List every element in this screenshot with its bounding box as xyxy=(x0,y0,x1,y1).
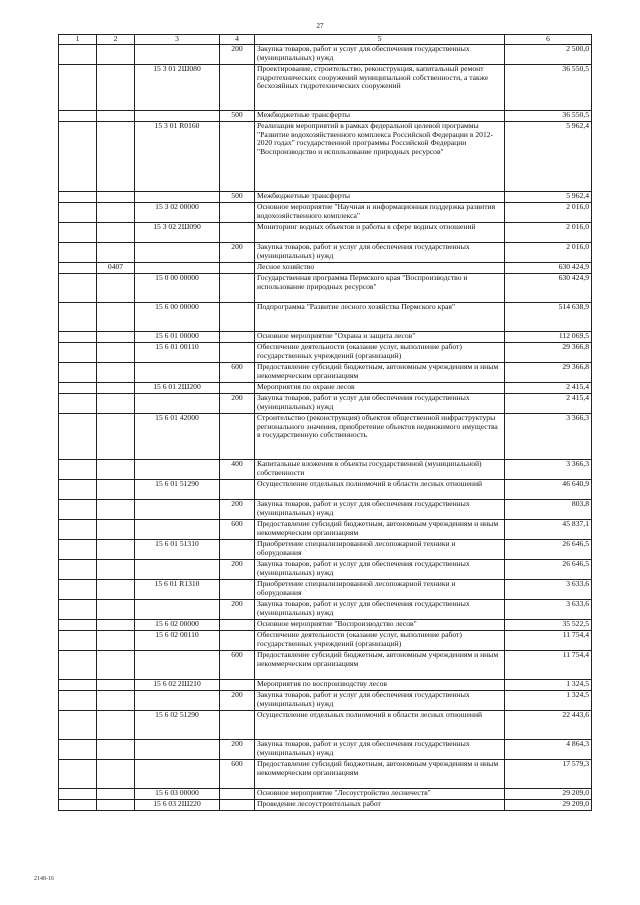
item-name-cell: Приобретение специализированной лесопожарной техники и оборудования xyxy=(255,540,505,560)
amount-cell: 17 579,3 xyxy=(505,760,592,789)
row-empty-cell xyxy=(59,414,97,460)
target-article-cell: 15 6 03 2Ш220 xyxy=(135,800,220,811)
table-row xyxy=(59,711,592,740)
table-row xyxy=(59,631,592,651)
amount-cell: 2 500,0 xyxy=(505,45,592,65)
item-name-cell: Предоставление субсидий бюджетным, автономным учреждениям и иным некоммерческим организациям xyxy=(255,651,505,680)
item-name-cell: Мероприятия по охране лесов xyxy=(255,383,505,394)
table-row xyxy=(59,65,592,111)
row-empty-cell xyxy=(59,45,97,65)
section-code-cell xyxy=(97,111,135,122)
item-name-cell: Реализация мероприятий в рамках федеральной целевой программы "Развитие водохозяйственного комплекса Российской Федерации в 2012-2020 годах" государственной программы Российской Федерации "Воспроизводство и использование природных ресурсов" xyxy=(255,122,505,192)
table-row xyxy=(59,580,592,600)
item-name-cell: Основное мероприятие "Лесоустройство лесничеств" xyxy=(255,789,505,800)
expense-type-cell xyxy=(220,332,255,343)
item-name-cell: Лесное хозяйство xyxy=(255,263,505,274)
amount-cell: 630 424,9 xyxy=(505,274,592,303)
expense-type-cell xyxy=(220,580,255,600)
expense-type-cell: 200 xyxy=(220,560,255,580)
row-empty-cell xyxy=(59,740,97,760)
item-name-cell: Предоставление субсидий бюджетным, автономным учреждениям и иным некоммерческим организациям xyxy=(255,363,505,383)
item-name-cell: Закупка товаров, работ и услуг для обеспечения государственных (муниципальных) нужд xyxy=(255,560,505,580)
table-row xyxy=(59,263,592,274)
section-code-cell xyxy=(97,122,135,192)
amount-cell: 3 633,6 xyxy=(505,600,592,620)
amount-cell: 35 522,5 xyxy=(505,620,592,631)
section-code-cell xyxy=(97,580,135,600)
target-article-cell xyxy=(135,560,220,580)
expense-type-cell: 200 xyxy=(220,394,255,414)
amount-cell: 29 366,8 xyxy=(505,363,592,383)
row-empty-cell xyxy=(59,65,97,111)
table-row xyxy=(59,651,592,680)
amount-cell: 26 646,5 xyxy=(505,540,592,560)
row-empty-cell xyxy=(59,122,97,192)
target-article-cell xyxy=(135,760,220,789)
target-article-cell: 15 0 00 00000 xyxy=(135,274,220,303)
section-code-cell xyxy=(97,332,135,343)
table-row xyxy=(59,600,592,620)
row-empty-cell xyxy=(59,500,97,520)
target-article-cell: 15 3 01 2Ш080 xyxy=(135,65,220,111)
section-code-cell xyxy=(97,414,135,460)
amount-cell: 803,8 xyxy=(505,500,592,520)
table-row xyxy=(59,760,592,789)
section-code-cell xyxy=(97,394,135,414)
expense-type-cell xyxy=(220,631,255,651)
amount-cell: 11 754,4 xyxy=(505,631,592,651)
amount-cell: 11 754,4 xyxy=(505,651,592,680)
table-row xyxy=(59,243,592,263)
expense-type-cell xyxy=(220,303,255,332)
item-name-cell: Осуществление отдельных полномочий в области лесных отношений xyxy=(255,480,505,500)
row-empty-cell xyxy=(59,789,97,800)
table-row xyxy=(59,303,592,332)
expense-type-cell: 600 xyxy=(220,363,255,383)
row-empty-cell xyxy=(59,263,97,274)
section-code-cell xyxy=(97,460,135,480)
section-code-cell xyxy=(97,45,135,65)
amount-cell: 4 864,3 xyxy=(505,740,592,760)
row-empty-cell xyxy=(59,192,97,203)
row-empty-cell xyxy=(59,203,97,223)
section-code-cell xyxy=(97,383,135,394)
target-article-cell xyxy=(135,520,220,540)
amount-cell: 2 016,0 xyxy=(505,203,592,223)
expense-type-cell: 600 xyxy=(220,651,255,680)
section-code-cell xyxy=(97,223,135,243)
section-code-cell xyxy=(97,363,135,383)
row-empty-cell xyxy=(59,680,97,691)
expense-type-cell xyxy=(220,620,255,631)
table-row xyxy=(59,789,592,800)
item-name-cell: Предоставление субсидий бюджетным, автономным учреждениям и иным некоммерческим организациям xyxy=(255,760,505,789)
table-row xyxy=(59,332,592,343)
row-empty-cell xyxy=(59,383,97,394)
table-row xyxy=(59,480,592,500)
expense-type-cell xyxy=(220,223,255,243)
expense-type-cell xyxy=(220,711,255,740)
table-row xyxy=(59,203,592,223)
table-row xyxy=(59,560,592,580)
row-empty-cell xyxy=(59,460,97,480)
table-row xyxy=(59,394,592,414)
item-name-cell: Мониторинг водных объектов и работы в сфере водных отношений xyxy=(255,223,505,243)
table-row xyxy=(59,111,592,122)
item-name-cell: Осуществление отдельных полномочий в области лесных отношений xyxy=(255,711,505,740)
row-empty-cell xyxy=(59,343,97,363)
amount-cell: 36 550,5 xyxy=(505,111,592,122)
row-empty-cell xyxy=(59,691,97,711)
item-name-cell: Закупка товаров, работ и услуг для обеспечения государственных (муниципальных) нужд xyxy=(255,394,505,414)
section-code-cell xyxy=(97,65,135,111)
item-name-cell: Предоставление субсидий бюджетным, автономным учреждениям и иным некоммерческим организациям xyxy=(255,520,505,540)
section-code-cell xyxy=(97,600,135,620)
row-empty-cell xyxy=(59,800,97,811)
section-code-cell xyxy=(97,243,135,263)
section-code-cell xyxy=(97,274,135,303)
table-row xyxy=(59,223,592,243)
section-code-cell xyxy=(97,500,135,520)
expense-type-cell xyxy=(220,680,255,691)
header-col-4: 4 xyxy=(220,35,255,45)
item-name-cell: Закупка товаров, работ и услуг для обеспечения государственных (муниципальных) нужд xyxy=(255,600,505,620)
section-code-cell xyxy=(97,789,135,800)
header-col-1: 1 xyxy=(59,35,97,45)
row-empty-cell xyxy=(59,760,97,789)
target-article-cell: 15 6 02 00110 xyxy=(135,631,220,651)
item-name-cell: Закупка товаров, работ и услуг для обеспечения государственных (муниципальных) нужд xyxy=(255,45,505,65)
table-row xyxy=(59,192,592,203)
row-empty-cell xyxy=(59,651,97,680)
item-name-cell: Проведение лесоустроительных работ xyxy=(255,800,505,811)
expense-type-cell xyxy=(220,800,255,811)
section-code-cell xyxy=(97,631,135,651)
table-row xyxy=(59,800,592,811)
expense-type-cell: 200 xyxy=(220,243,255,263)
row-empty-cell xyxy=(59,631,97,651)
table-row xyxy=(59,691,592,711)
amount-cell: 1 324,5 xyxy=(505,680,592,691)
expense-type-cell xyxy=(220,65,255,111)
section-code-cell xyxy=(97,760,135,789)
row-empty-cell xyxy=(59,303,97,332)
row-empty-cell xyxy=(59,243,97,263)
expense-type-cell: 400 xyxy=(220,460,255,480)
item-name-cell: Основное мероприятие "Воспроизводство лесов" xyxy=(255,620,505,631)
header-col-6: 6 xyxy=(505,35,592,45)
amount-cell: 2 415,4 xyxy=(505,383,592,394)
target-article-cell xyxy=(135,243,220,263)
table-row xyxy=(59,45,592,65)
target-article-cell xyxy=(135,691,220,711)
target-article-cell: 15 6 02 51290 xyxy=(135,711,220,740)
expense-type-cell: 200 xyxy=(220,691,255,711)
item-name-cell: Приобретение специализированной лесопожарной техники и оборудования xyxy=(255,580,505,600)
amount-cell: 36 550,5 xyxy=(505,65,592,111)
amount-cell: 3 366,3 xyxy=(505,414,592,460)
expense-type-cell: 200 xyxy=(220,600,255,620)
target-article-cell: 15 3 02 2Ш090 xyxy=(135,223,220,243)
amount-cell: 29 209,0 xyxy=(505,800,592,811)
target-article-cell: 15 6 01 00110 xyxy=(135,343,220,363)
section-code-cell xyxy=(97,343,135,363)
amount-cell: 1 324,5 xyxy=(505,691,592,711)
row-empty-cell xyxy=(59,274,97,303)
expense-type-cell xyxy=(220,203,255,223)
section-code-cell xyxy=(97,620,135,631)
section-code-cell: 0407 xyxy=(97,263,135,274)
target-article-cell xyxy=(135,394,220,414)
table-row xyxy=(59,122,592,192)
item-name-cell: Государственная программа Пермского края "Воспроизводство и использование природных ресурсов" xyxy=(255,274,505,303)
amount-cell: 3 633,6 xyxy=(505,580,592,600)
amount-cell: 2 415,4 xyxy=(505,394,592,414)
target-article-cell: 15 6 00 00000 xyxy=(135,303,220,332)
target-article-cell xyxy=(135,740,220,760)
page-number: 27 xyxy=(316,22,324,30)
amount-cell: 5 962,4 xyxy=(505,122,592,192)
section-code-cell xyxy=(97,651,135,680)
table-row xyxy=(59,383,592,394)
target-article-cell: 15 6 03 00000 xyxy=(135,789,220,800)
table-row xyxy=(59,740,592,760)
section-code-cell xyxy=(97,192,135,203)
target-article-cell: 15 3 02 00000 xyxy=(135,203,220,223)
item-name-cell: Капитальные вложения в объекты государственной (муниципальной) собственности xyxy=(255,460,505,480)
target-article-cell: 15 6 01 42000 xyxy=(135,414,220,460)
row-empty-cell xyxy=(59,111,97,122)
row-empty-cell xyxy=(59,560,97,580)
item-name-cell: Закупка товаров, работ и услуг для обеспечения государственных (муниципальных) нужд xyxy=(255,740,505,760)
section-code-cell xyxy=(97,711,135,740)
target-article-cell xyxy=(135,45,220,65)
row-empty-cell xyxy=(59,540,97,560)
footer-code: 2148-16 xyxy=(34,876,54,882)
budget-table xyxy=(58,34,592,811)
section-code-cell xyxy=(97,740,135,760)
expense-type-cell xyxy=(220,383,255,394)
item-name-cell: Строительство (реконструкция) объектов общественной инфраструктуры регионального значения, приобретение объектов недвижимого имущества в государственную собственность xyxy=(255,414,505,460)
amount-cell: 22 443,6 xyxy=(505,711,592,740)
expense-type-cell: 200 xyxy=(220,740,255,760)
item-name-cell: Обеспечение деятельности (оказание услуг, выполнение работ) государственных учреждений (организаций) xyxy=(255,343,505,363)
row-empty-cell xyxy=(59,620,97,631)
item-name-cell: Межбюджетные трансферты xyxy=(255,192,505,203)
table-header-row xyxy=(59,35,592,45)
section-code-cell xyxy=(97,480,135,500)
item-name-cell: Основное мероприятие "Научная и информационная поддержка развития водохозяйственного комплекса" xyxy=(255,203,505,223)
target-article-cell xyxy=(135,600,220,620)
amount-cell: 26 646,5 xyxy=(505,560,592,580)
item-name-cell: Закупка товаров, работ и услуг для обеспечения государственных (муниципальных) нужд xyxy=(255,243,505,263)
row-empty-cell xyxy=(59,223,97,243)
section-code-cell xyxy=(97,203,135,223)
expense-type-cell: 500 xyxy=(220,111,255,122)
amount-cell: 29 366,8 xyxy=(505,343,592,363)
item-name-cell: Закупка товаров, работ и услуг для обеспечения государственных (муниципальных) нужд xyxy=(255,500,505,520)
table-row xyxy=(59,540,592,560)
target-article-cell xyxy=(135,500,220,520)
header-col-5: 5 xyxy=(255,35,505,45)
target-article-cell xyxy=(135,263,220,274)
table-row xyxy=(59,460,592,480)
table-row xyxy=(59,500,592,520)
amount-cell: 29 209,0 xyxy=(505,789,592,800)
amount-cell: 3 366,3 xyxy=(505,460,592,480)
expense-type-cell xyxy=(220,343,255,363)
item-name-cell: Межбюджетные трансферты xyxy=(255,111,505,122)
table-row xyxy=(59,274,592,303)
target-article-cell: 15 6 01 00000 xyxy=(135,332,220,343)
target-article-cell: 15 6 01 2Ш200 xyxy=(135,383,220,394)
target-article-cell xyxy=(135,651,220,680)
expense-type-cell: 600 xyxy=(220,760,255,789)
target-article-cell: 15 6 01 51310 xyxy=(135,540,220,560)
table-row xyxy=(59,680,592,691)
expense-type-cell xyxy=(220,414,255,460)
target-article-cell: 15 6 01 R1310 xyxy=(135,580,220,600)
table-row xyxy=(59,620,592,631)
expense-type-cell xyxy=(220,274,255,303)
amount-cell: 630 424,9 xyxy=(505,263,592,274)
header-col-2: 2 xyxy=(97,35,135,45)
expense-type-cell xyxy=(220,789,255,800)
expense-type-cell: 200 xyxy=(220,500,255,520)
section-code-cell xyxy=(97,680,135,691)
item-name-cell: Проектирование, строительство, реконструкция, капитальный ремонт гидротехнических сооружений муниципальной собственности, а также бесхозяйных гидротехнических сооружений xyxy=(255,65,505,111)
expense-type-cell: 200 xyxy=(220,45,255,65)
amount-cell: 112 069,5 xyxy=(505,332,592,343)
section-code-cell xyxy=(97,691,135,711)
section-code-cell xyxy=(97,303,135,332)
expense-type-cell xyxy=(220,540,255,560)
target-article-cell: 15 3 01 R0160 xyxy=(135,122,220,192)
target-article-cell xyxy=(135,363,220,383)
amount-cell: 46 640,9 xyxy=(505,480,592,500)
expense-type-cell: 500 xyxy=(220,192,255,203)
section-code-cell xyxy=(97,800,135,811)
expense-type-cell xyxy=(220,263,255,274)
row-empty-cell xyxy=(59,580,97,600)
section-code-cell xyxy=(97,520,135,540)
row-empty-cell xyxy=(59,711,97,740)
row-empty-cell xyxy=(59,480,97,500)
target-article-cell: 15 6 02 00000 xyxy=(135,620,220,631)
amount-cell: 45 837,1 xyxy=(505,520,592,540)
table-row xyxy=(59,414,592,460)
header-col-3: 3 xyxy=(135,35,220,45)
target-article-cell: 15 6 01 51290 xyxy=(135,480,220,500)
section-code-cell xyxy=(97,560,135,580)
item-name-cell: Закупка товаров, работ и услуг для обеспечения государственных (муниципальных) нужд xyxy=(255,691,505,711)
row-empty-cell xyxy=(59,332,97,343)
expense-type-cell xyxy=(220,480,255,500)
target-article-cell xyxy=(135,460,220,480)
row-empty-cell xyxy=(59,363,97,383)
amount-cell: 5 962,4 xyxy=(505,192,592,203)
row-empty-cell xyxy=(59,520,97,540)
amount-cell: 2 016,0 xyxy=(505,243,592,263)
target-article-cell xyxy=(135,111,220,122)
section-code-cell xyxy=(97,540,135,560)
target-article-cell: 15 6 02 2Ш210 xyxy=(135,680,220,691)
expense-type-cell: 600 xyxy=(220,520,255,540)
row-empty-cell xyxy=(59,394,97,414)
table-row xyxy=(59,363,592,383)
table-row xyxy=(59,343,592,363)
amount-cell: 2 016,0 xyxy=(505,223,592,243)
target-article-cell xyxy=(135,192,220,203)
row-empty-cell xyxy=(59,600,97,620)
table-row xyxy=(59,520,592,540)
amount-cell: 514 638,9 xyxy=(505,303,592,332)
item-name-cell: Мероприятия по воспроизводству лесов xyxy=(255,680,505,691)
item-name-cell: Подпрограмма "Развитие лесного хозяйства Пермского края" xyxy=(255,303,505,332)
item-name-cell: Обеспечение деятельности (оказание услуг, выполнение работ) государственных учреждений (организаций) xyxy=(255,631,505,651)
table-body xyxy=(59,45,592,811)
item-name-cell: Основное мероприятие "Охрана и защита лесов" xyxy=(255,332,505,343)
expense-type-cell xyxy=(220,122,255,192)
